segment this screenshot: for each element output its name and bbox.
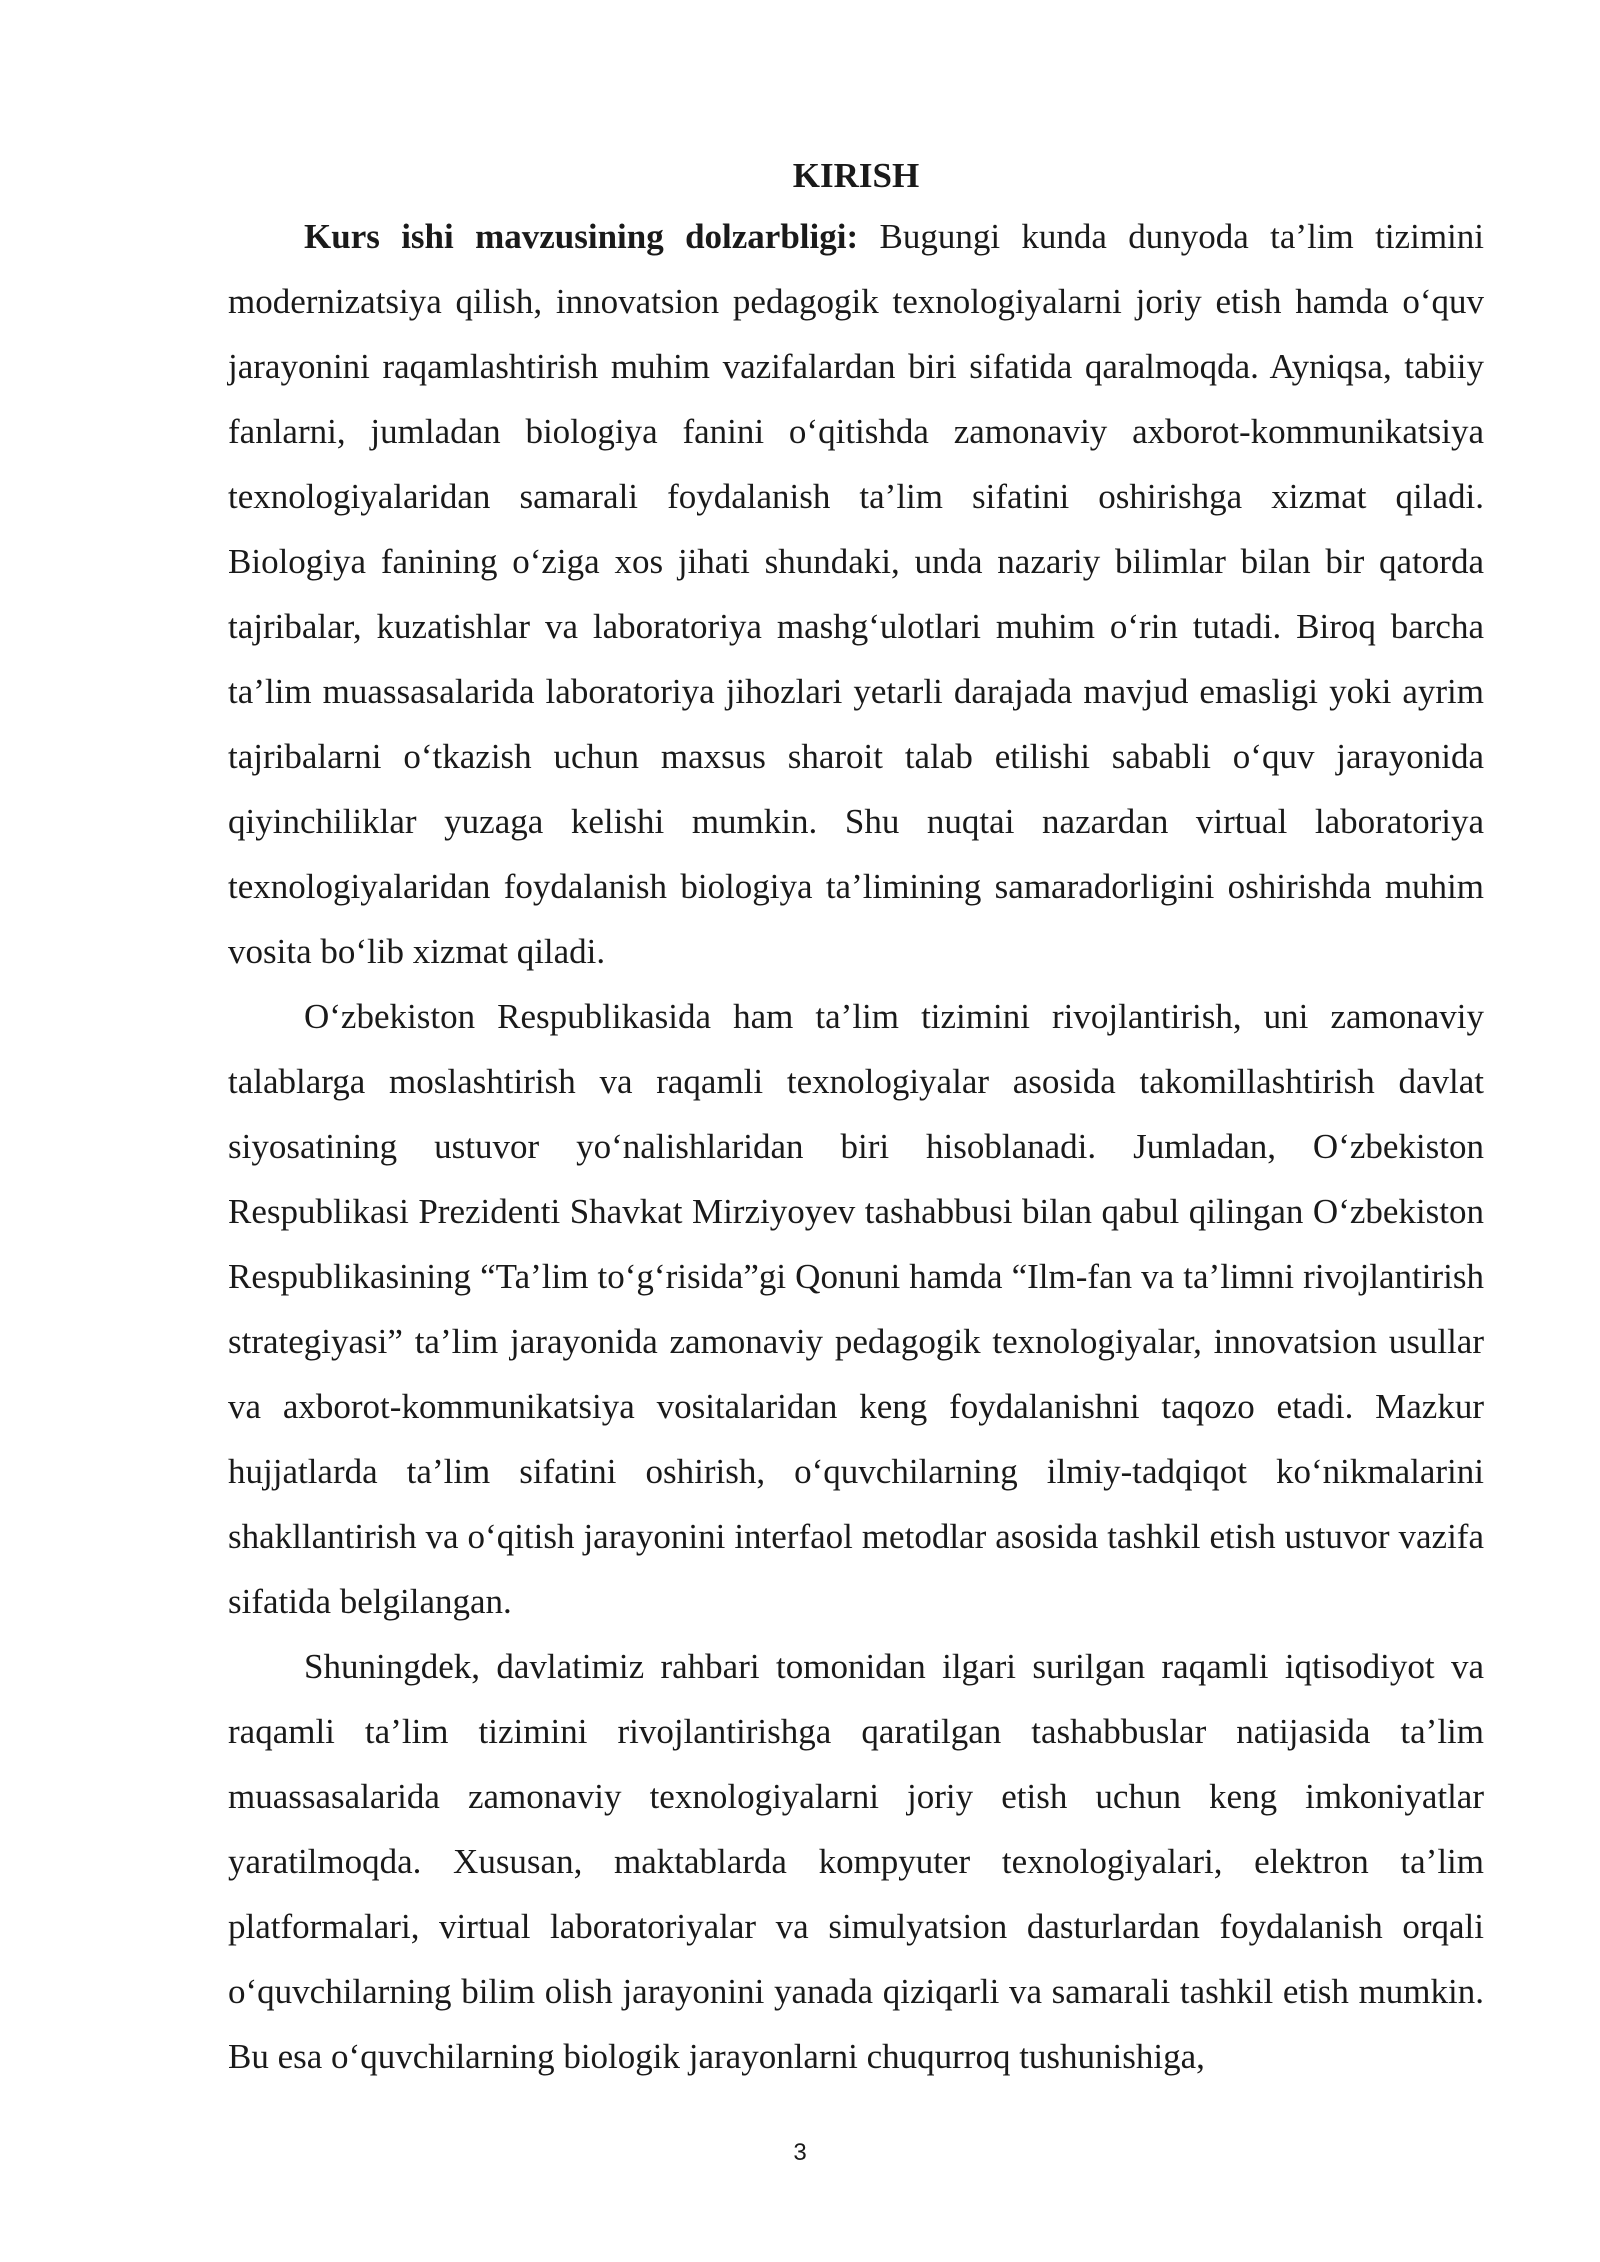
paragraph-relevance [228,204,1484,984]
paragraph-text: Bugungi kunda dunyoda ta’lim tizimini modernizatsiya qilish, innovatsion pedagogik texnologiyalarni joriy etish hamda o‘quv jarayonini raqamlashtirish muhim vazifalardan biri sifatida qaralmoqda. Ayniqsa, tabiiy fanlarni, jumladan biologiya fanini o‘qitishda zamonaviy axborot-kommunikatsiya texnologiyalaridan samarali foydalanish ta’lim sifatini oshirishga xizmat qiladi. Biologiya fanining o‘ziga xos jihati shundaki, unda nazariy bilimlar bilan bir qatorda tajribalar, kuzatishlar va laboratoriya mashg‘ulotlari muhim o‘rin tutadi. Biroq barcha ta’lim muassasalarida laboratoriya jihozlari yetarli darajada mavjud emasligi yoki ayrim tajribalarni o‘tkazish uchun maxsus sharoit talab etilishi sababli o‘quv jarayonida qiyinchiliklar yuzaga kelishi mumkin. Shu nuqtai nazardan virtual laboratoriya texnologiyalaridan foydalanish biologiya ta’limining samaradorligini oshirishda muhim vosita bo‘lib xizmat qiladi. [228,217,1484,971]
page-number: 3 [793,2139,807,2166]
paragraph-lead: Kurs ishi mavzusining dolzarbligi: [304,217,859,256]
page-body [228,148,1484,2089]
section-heading: KIRISH [792,156,920,195]
paragraph-state-policy: O‘zbekiston Respublikasida ham ta’lim tizimini rivojlantirish, uni zamonaviy talablarga moslashtirish va raqamli texnologiyalar asosida takomillashtirish davlat siyosatining ustuvor yo‘nalishlaridan biri hisoblanadi. Jumladan, O‘zbekiston Respublikasi Prezidenti Shavkat Mirziyoyev tashabbusi bilan qabul qilingan O‘zbekiston Respublikasining “Ta’lim to‘g‘risida”gi Qonuni hamda “Ilm-fan va ta’limni rivojlantirish strategiyasi” ta’lim jarayonida zamonaviy pedagogik texnologiyalar, innovatsion usullar va axborot-kommunikatsiya vositalaridan keng foydalanishni taqozo etadi. Mazkur hujjatlarda ta’lim sifatini oshirish, o‘quvchilarning ilmiy-tadqiqot ko‘nikmalarini shakllantirish va o‘qitish jarayonini interfaol metodlar asosida tashkil etish ustuvor vazifa sifatida belgilangan. [228,997,1484,1621]
paragraph-digital-initiatives: Shuningdek, davlatimiz rahbari tomonidan ilgari surilgan raqamli iqtisodiyot va raqamli ta’lim tizimini rivojlantirishga qaratilgan tashabbuslar natijasida ta’lim muassasalarida zamonaviy texnologiyalarni joriy etish uchun keng imkoniyatlar yaratilmoqda. Xususan, maktablarda kompyuter texnologiyalari, elektron ta’lim platformalari, virtual laboratoriyalar va simulyatsion dasturlardan foydalanish orqali o‘quvchilarning bilim olish jarayonini yanada qiziqarli va samarali tashkil etish mumkin. Bu esa o‘quvchilarning biologik jarayonlarni chuqurroq tushunishiga, [228,1647,1484,2076]
